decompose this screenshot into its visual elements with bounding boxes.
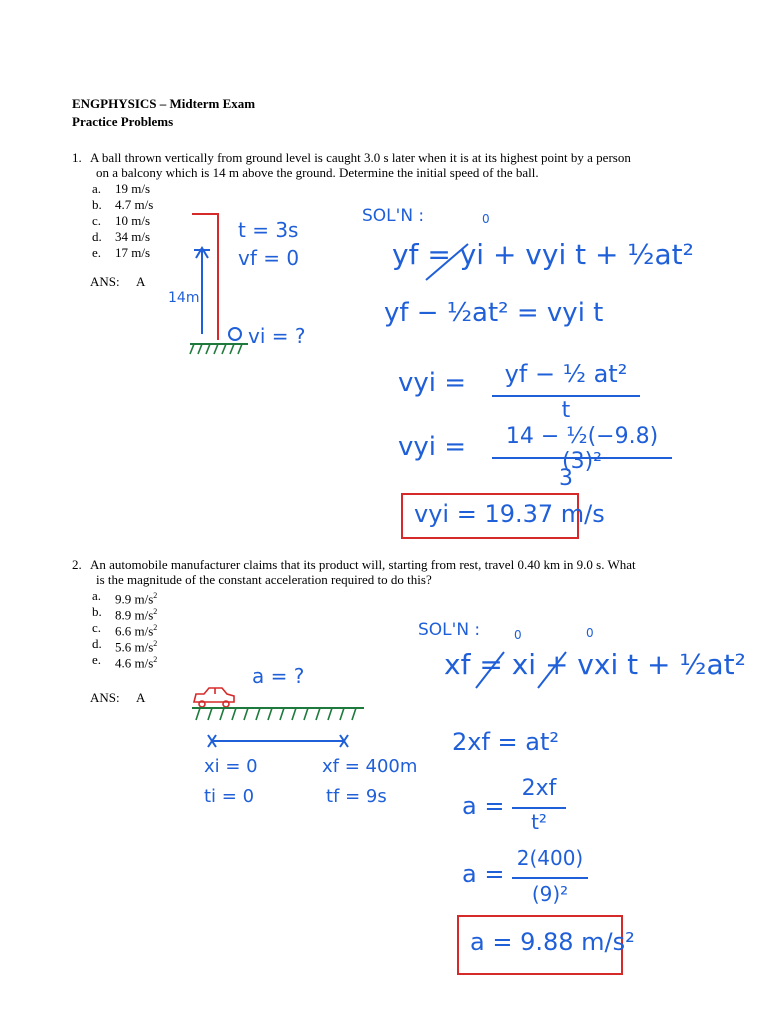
problem-text-line: An automobile manufacturer claims that its product will, starting from rest, travel 0.40 km in 9.0 s. What xyxy=(90,557,636,572)
solution-label: SOL'N : xyxy=(418,620,481,640)
exam-title: ENGPHYSICS – Midterm Exam xyxy=(72,96,256,111)
initial-time-note: ti = 0 xyxy=(204,786,255,807)
choice-letter: d. xyxy=(92,229,102,244)
choice-text: 5.6 $m/s^2$ xyxy=(115,639,158,655)
fraction-denominator: t xyxy=(561,398,571,423)
fraction-numerator: yf − ½ at² xyxy=(504,360,628,388)
zero-mark: 0 xyxy=(482,212,490,226)
final-velocity-note: vf = 0 xyxy=(238,246,300,270)
final-answer: vyi = 19.37 m/s xyxy=(414,500,605,528)
choice-text: 6.6 $m/s^2$ xyxy=(115,623,158,639)
vyi-label: vyi = xyxy=(398,432,467,462)
a-label: a = xyxy=(462,860,505,888)
zero-mark: 0 xyxy=(514,628,522,642)
acceleration-note: a = ? xyxy=(252,664,305,688)
solution-label: SOL'N : xyxy=(362,206,425,226)
exam-subtitle: Practice Problems xyxy=(72,114,174,129)
zero-mark: 0 xyxy=(586,626,594,640)
answer-value: A xyxy=(136,274,146,289)
rearranged-equation: yf − ½at² = vyi t xyxy=(384,298,604,328)
rearranged-equation: 2xf = at² xyxy=(452,728,560,756)
choice-letter: b. xyxy=(92,604,102,619)
choice-letter: c. xyxy=(92,620,102,635)
fraction-numerator: 2xf xyxy=(521,776,557,801)
fraction-denominator: 3 xyxy=(559,466,573,491)
choice-letter: a. xyxy=(92,588,102,603)
choice-text: 34 m/s xyxy=(115,229,151,244)
choice-text: 4.7 m/s xyxy=(115,197,154,212)
answer-value: A xyxy=(136,690,146,705)
height-note: 14m xyxy=(168,290,200,306)
choice-text: 8.9 $m/s^2$ xyxy=(115,607,158,623)
choice-text: 19 m/s xyxy=(115,181,151,196)
fraction-denominator: (9)² xyxy=(531,882,569,906)
choice-text: 10 m/s xyxy=(115,213,151,228)
fraction-numerator: 14 − ½(−9.8)(3)² xyxy=(505,424,659,474)
problem-text-line: is the magnitude of the constant acceleration required to do this? xyxy=(96,572,432,587)
problem-text-line: A ball thrown vertically from ground level is caught 3.0 s later when it is at its highest point by a person xyxy=(90,150,631,165)
car-icon xyxy=(194,688,234,707)
problem-number: 1. xyxy=(72,150,82,165)
a-label: a = xyxy=(462,792,505,820)
choice-letter: e. xyxy=(92,652,102,667)
initial-position-note: xi = 0 xyxy=(204,756,258,777)
choice-letter: b. xyxy=(92,197,102,212)
kinematics-equation: xf = xi + vxi t + ½at² xyxy=(444,648,746,681)
final-position-note: xf = 400m xyxy=(322,756,418,777)
initial-velocity-note: vi = ? xyxy=(248,324,306,348)
choice-letter: c. xyxy=(92,213,102,228)
answer-label: ANS: xyxy=(90,690,120,705)
choice-letter: a. xyxy=(92,181,102,196)
choice-text: 9.9 $m/s^2$ xyxy=(115,591,158,607)
time-note: t = 3s xyxy=(238,218,299,242)
choice-letter: d. xyxy=(92,636,102,651)
kinematics-equation: yf = yi + vyi t + ½at² xyxy=(392,238,694,271)
choice-text: 17 m/s xyxy=(115,245,151,260)
final-time-note: tf = 9s xyxy=(326,786,387,807)
final-answer: a = 9.88 m/s² xyxy=(470,928,635,956)
fraction-numerator: 2(400) xyxy=(516,846,584,870)
problem-text-line: on a balcony which is 14 m above the ground. Determine the initial speed of the ball. xyxy=(96,165,539,180)
choice-letter: e. xyxy=(92,245,102,260)
fraction-denominator: t² xyxy=(531,810,547,834)
choice-text: 4.6 $m/s^2$ xyxy=(115,655,158,671)
problem-number: 2. xyxy=(72,557,82,572)
vyi-label: vyi = xyxy=(398,368,467,398)
answer-label: ANS: xyxy=(90,274,120,289)
